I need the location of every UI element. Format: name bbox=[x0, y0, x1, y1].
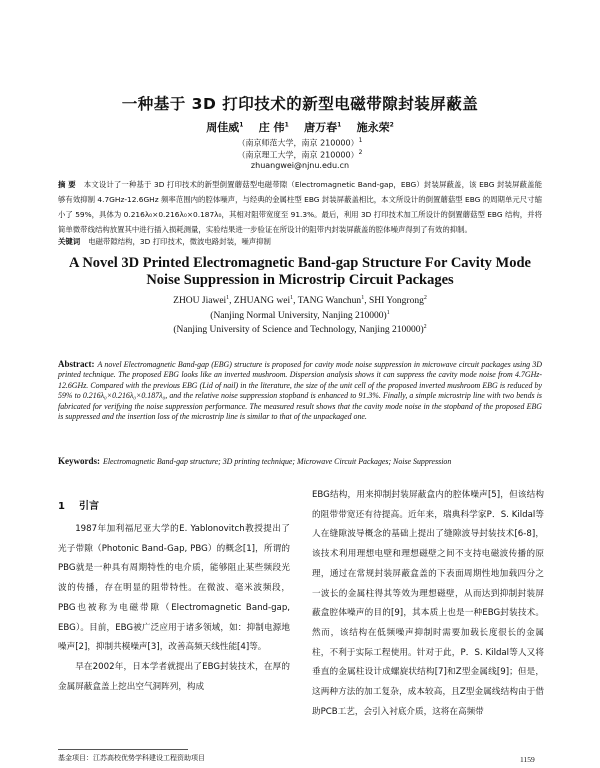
paragraph: EBG结构，用来抑制封装屏蔽盒内的腔体噪声[5]，但该结构的阻带带宽还有待提高。近年来，瑞典科学家P．S. Kildal等人在缝隙波导概念的基础上提出了缝隙波导封装技术[6-8]，该技术利用理想电壁和理想磁壁之间不支持电磁波传播的原理，通过在常规封装屏蔽盒盖的下表面周期性地加载四分之一波长的金属柱得其等效为理想磁壁，从而达到抑制封装屏蔽盒腔体噪声的目的[9]，其本质上也是一种EBG封装技术。然而，该结构在低频噪声抑制时需要加载长度很长的金属柱，不利于实际工程使用。针对于此，P．S. Kildal等人又将垂直的金属柱设计成螺旋状结构[7]和Z型金属线[9]；但是，这两种方法的加工复杂，成本较高，且Z型金属线结构由于借助PCB工艺，会引入衬底介质，这将在高频带 bbox=[312, 490, 544, 717]
section-heading bbox=[58, 497, 99, 512]
chinese-keywords bbox=[58, 236, 542, 247]
english-title bbox=[0, 255, 600, 289]
abstract-text: A novel Electromagnetic Band-gap (EBG) structure is proposed for cavity mode noise suppression in microwave circuit packages using 3D printed technique. The proposed EBG looks like an inverted mushroom. Dispersion analysis shows it can suppress the cavity mode noise from 4.7GHz-12.6GHz. Compared with the previous EBG (Lid of nail) in the literature, the size of the unit cell of the proposed inverted mushroom EBG is reduced by 59% to 0.216λ₀×0.216λ₀×0.187λ₀, and the relative noise suppression stopband is enhanced to 91.3%. Finally, a simple microstrip line with two bends is fabricated for verifying the noise suppression performance. The measured result shows that the cavity mode noise in the stopband of the proposed EBG is suppressed and the insertion loss of the microstrip line is similar to that of the unpackaged one. bbox=[58, 360, 542, 422]
english-title-line-2: Noise Suppression in Microstrip Circuit Packages bbox=[146, 272, 454, 288]
page-number: 1159 bbox=[520, 755, 535, 764]
author: 唐万春 bbox=[304, 121, 338, 134]
abstract-label: 摘 要 bbox=[58, 180, 76, 189]
chinese-affiliation-1: （南京师范大学，南京 210000）$^1$ bbox=[237, 137, 363, 148]
english-abstract bbox=[58, 359, 542, 422]
chinese-affiliation-2: （南京理工大学，南京 210000）$^2$ bbox=[237, 149, 363, 160]
author: ZHOU Jiawei bbox=[173, 296, 227, 307]
author: 施永荣 bbox=[356, 121, 390, 134]
footnote: 基金项目：江苏高校优势学科建设工程资助项目 bbox=[58, 754, 205, 762]
abstract-text: 本文设计了一种基于 3D 打印技术的新型倒置蘑菇型电磁带隙（Electromagnetic Band-gap，EBG）封装屏蔽盖，该 EBG 封装屏蔽盖能够有效抑制 4.7GHz-12.6GHz 频率范围内的腔体噪声，与经典的金属柱型 EBG 封装屏蔽盖相比，本文所设计的倒置蘑菇型 EBG 的周期单元尺寸缩小了 59%，具体为 0.216λ₀×0.216λ₀×0.187λ₀，其相对阻带宽度至 91.3%。最后，利用 3D 打印技术加工所设计的倒置蘑菇型 EBG 结构，并将简单微带线结构放置其中进行插入损耗测量，实验结果进一步验证在所设计的阻带内封装屏蔽盖的腔体噪声得到了有效的抑制。 bbox=[58, 180, 542, 234]
body-column-right bbox=[312, 486, 544, 722]
footnote-divider bbox=[58, 749, 188, 750]
author: TANG Wanchun bbox=[297, 296, 362, 307]
chinese-abstract bbox=[58, 177, 542, 237]
english-keywords bbox=[58, 456, 542, 466]
author: 庄 伟 bbox=[258, 121, 285, 134]
keywords-label: Keywords: bbox=[58, 456, 100, 466]
english-affiliation-2: (Nanjing University of Science and Technology, Nanjing 210000)$^2$ bbox=[173, 324, 427, 336]
english-affiliation-1: (Nanjing Normal University, Nanjing 210000)$^1$ bbox=[210, 310, 390, 322]
section-number: 1 bbox=[58, 501, 65, 512]
body-column-left bbox=[58, 520, 290, 697]
keywords-text: Electromagnetic Band-gap structure; 3D printing technique; Microwave Circuit Packages; Noise Suppression bbox=[103, 457, 452, 466]
english-authors: ZHOU Jiawei$^1$, ZHUANG wei$^1$, TANG Wanchun$^1$, SHI Yongrong$^2$ bbox=[173, 295, 427, 307]
english-title-line-1: A Novel 3D Printed Electromagnetic Band-gap Structure For Cavity Mode bbox=[69, 255, 531, 271]
keywords-text: 电磁带隙结构，3D 打印技术，微波电路封装，噪声抑制 bbox=[88, 237, 271, 246]
author: ZHUANG wei bbox=[233, 296, 291, 307]
section-title: 引言 bbox=[78, 501, 99, 512]
paragraph: 早在2002年，日本学者就提出了EBG封装技术，在厚的金属屏蔽盒盖上挖出空气洞阵列，构成 bbox=[58, 661, 290, 692]
author: 周佳威 bbox=[206, 121, 240, 134]
keywords-label: 关键词 bbox=[58, 237, 81, 246]
author: SHI Yongrong bbox=[368, 296, 424, 307]
paragraph: 1987年加利福尼亚大学的E. Yablonovitch教授提出了光子带隙（Photonic Band-Gap, PBG）的概念[1]，所谓的PBG就是一种具有周期特性的电介质，能够阻止某些频段光波的传播，存在明显的阻带特性。在微波、毫米波频段，PBG也被称为电磁带隙（Electromagnetic Band-gap, EBG）。目前，EBG被广泛应用于诸多领域，如：抑制电源地噪声[2]，抑制共模噪声[3]，改善高频天线性能[4]等。 bbox=[58, 524, 290, 653]
chinese-title: 一种基于 3D 打印技术的新型电磁带隙封装屏蔽盖 bbox=[121, 95, 479, 113]
chinese-authors: 周佳威$^1$ 庄 伟$^1$ 唐万春$^1$ 施永荣$^2$ bbox=[206, 121, 394, 134]
abstract-label: Abstract: bbox=[58, 359, 95, 369]
author-email: zhuangwei@njnu.edu.cn bbox=[250, 161, 350, 170]
